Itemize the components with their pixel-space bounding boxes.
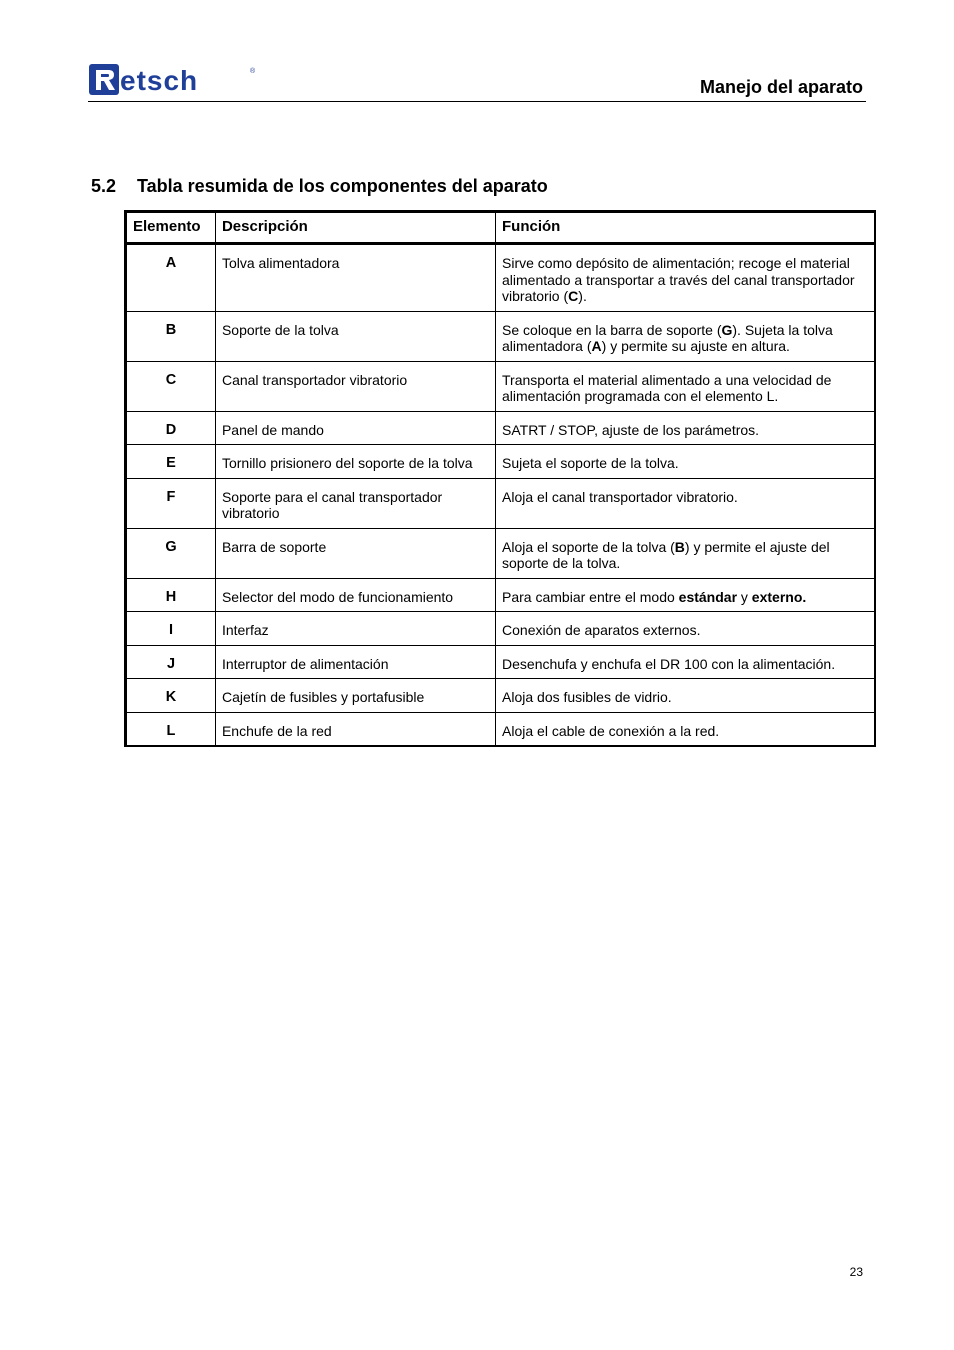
function-text: Aloja dos fusibles de vidrio. <box>502 689 672 705</box>
element-cell: B <box>126 311 216 361</box>
function-bold-ref: A <box>591 338 602 354</box>
table-row <box>126 478 876 528</box>
table-body <box>126 244 876 747</box>
element-cell: F <box>126 478 216 528</box>
function-text: y <box>737 588 752 605</box>
function-text: Sirve como depósito de alimentación; recoge el material alimentado a transportar a través del canal transportador vibratorio ( <box>502 255 855 304</box>
function-text: Aloja el soporte de la tolva ( <box>502 538 675 555</box>
components-table <box>124 210 876 747</box>
section-heading <box>91 176 548 197</box>
element-cell: J <box>126 645 216 679</box>
function-text: Conexión de aparatos externos. <box>502 622 701 638</box>
function-cell <box>496 361 875 411</box>
table-row <box>126 361 876 411</box>
table-row <box>126 411 876 445</box>
function-cell <box>496 528 875 578</box>
column-header-description: Descripción <box>215 212 495 244</box>
element-cell: D <box>126 411 216 445</box>
table-row <box>126 645 876 679</box>
function-text: ). Sujeta la tolva alimentadora ( <box>502 321 833 354</box>
function-bold-ref: estándar <box>678 588 738 605</box>
function-text: Sujeta el soporte de la tolva. <box>502 455 679 471</box>
column-header-function: Función <box>496 212 875 244</box>
svg-text:®: ® <box>250 68 256 75</box>
description-cell: Enchufe de la red <box>215 712 495 746</box>
function-text: ) y permite su ajuste en altura. <box>601 338 790 354</box>
function-bold-ref: externo. <box>751 588 807 605</box>
table-row <box>126 528 876 578</box>
column-header-element: Elemento <box>126 212 216 244</box>
function-text: ). <box>578 288 587 304</box>
function-bold-ref: G <box>721 321 733 338</box>
page-number: 23 <box>849 1265 863 1279</box>
description-cell: Soporte de la tolva <box>215 311 495 361</box>
element-cell: I <box>126 612 216 646</box>
function-text: Se coloque en la barra de soporte ( <box>502 321 722 338</box>
function-cell <box>496 478 875 528</box>
function-text: Transporta el material alimentado a una velocidad de alimentación programada con el elemento L. <box>502 371 832 404</box>
section-title: Tabla resumida de los componentes del aparato <box>137 176 548 196</box>
element-cell: L <box>126 712 216 746</box>
function-text: Aloja el cable de conexión a la red. <box>502 722 720 739</box>
section-number: 5.2 <box>91 176 117 196</box>
table-row <box>126 244 876 312</box>
description-cell: Interfaz <box>215 612 495 646</box>
function-text: ) y permite el ajuste del soporte de la tolva. <box>502 538 830 571</box>
table-row <box>126 612 876 646</box>
description-cell: Canal transportador vibratorio <box>215 361 495 411</box>
retsch-logo <box>88 63 258 97</box>
element-cell: K <box>126 679 216 713</box>
description-cell: Soporte para el canal transportador vibratorio <box>215 478 495 528</box>
element-cell: A <box>126 244 216 312</box>
function-cell <box>496 445 875 479</box>
function-bold-ref: C <box>568 288 579 304</box>
element-cell: C <box>126 361 216 411</box>
function-cell <box>496 612 875 646</box>
function-text: Aloja el canal transportador vibratorio. <box>502 488 738 505</box>
function-text: SATRT / STOP, ajuste de los parámetros. <box>502 421 760 438</box>
description-cell: Tolva alimentadora <box>215 244 495 312</box>
description-cell: Cajetín de fusibles y portafusible <box>215 679 495 713</box>
table-row <box>126 311 876 361</box>
logo-wordmark: etsch <box>120 65 199 96</box>
table-header-row <box>126 212 876 244</box>
function-cell <box>496 679 875 713</box>
element-cell: G <box>126 528 216 578</box>
table-row <box>126 679 876 713</box>
description-cell: Panel de mando <box>215 411 495 445</box>
header-title: Manejo del aparato <box>699 77 863 97</box>
description-cell: Tornillo prisionero del soporte de la tolva <box>215 445 495 479</box>
function-bold-ref: B <box>674 538 685 555</box>
description-cell: Interruptor de alimentación <box>215 645 495 679</box>
function-cell <box>496 244 875 312</box>
table-row <box>126 445 876 479</box>
function-cell <box>496 578 875 612</box>
table-row <box>126 712 876 746</box>
function-text: Desenchufa y enchufa el DR 100 con la alimentación. <box>502 655 836 672</box>
header-divider <box>88 101 866 102</box>
function-cell <box>496 411 875 445</box>
element-cell: H <box>126 578 216 612</box>
table-row <box>126 578 876 612</box>
description-cell: Barra de soporte <box>215 528 495 578</box>
function-cell <box>496 712 875 746</box>
function-cell <box>496 645 875 679</box>
function-cell <box>496 311 875 361</box>
description-cell: Selector del modo de funcionamiento <box>215 578 495 612</box>
function-text: Para cambiar entre el modo <box>502 588 679 605</box>
element-cell: E <box>126 445 216 479</box>
